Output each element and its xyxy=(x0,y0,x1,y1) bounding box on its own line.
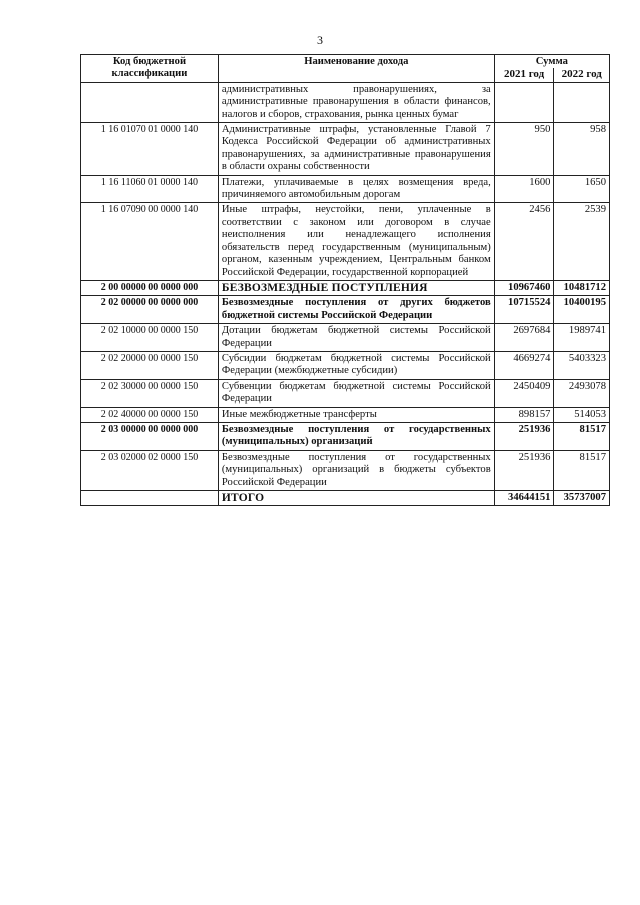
table-row xyxy=(81,82,610,122)
row-value-2022: 514053 xyxy=(554,407,610,422)
table-row xyxy=(81,324,610,352)
row-value-2022: 958 xyxy=(554,123,610,176)
header-code: Код бюджетной классификации xyxy=(81,55,219,83)
row-value-2022: 35737007 xyxy=(554,491,610,506)
header-year-2022: 2022 год xyxy=(554,68,610,82)
row-value-2021: 898157 xyxy=(494,407,554,422)
table-row xyxy=(81,203,610,280)
table-row xyxy=(81,175,610,203)
row-code: 2 02 40000 00 0000 150 xyxy=(81,407,219,422)
row-name: Безвозмездные поступления от государственных (муниципальных) организаций в бюджеты субъектов Российской Федерации xyxy=(218,450,494,490)
row-name: Субсидии бюджетам бюджетной системы Российской Федерации (межбюджетные субсидии) xyxy=(218,351,494,379)
row-code: 2 02 30000 00 0000 150 xyxy=(81,379,219,407)
row-value-2021: 2450409 xyxy=(494,379,554,407)
row-name: ИТОГО xyxy=(218,491,494,506)
row-name: Субвенции бюджетам бюджетной системы Российской Федерации xyxy=(218,379,494,407)
row-value-2022: 2539 xyxy=(554,203,610,280)
row-value-2021: 2697684 xyxy=(494,324,554,352)
row-name: Иные межбюджетные трансферты xyxy=(218,407,494,422)
row-code: 1 16 07090 00 0000 140 xyxy=(81,203,219,280)
row-name: Иные штрафы, неустойки, пени, уплаченные в соответствии с законом или договором в случае неисполнения или ненадлежащего исполнения обязательств перед государственным (муниципальным) органом, казенным учреждением, Центральным банком Российской Федерации, государственной корпорацией xyxy=(218,203,494,280)
row-value-2021: 10715524 xyxy=(494,296,554,324)
row-value-2021: 34644151 xyxy=(494,491,554,506)
page-number: 3 xyxy=(317,33,323,47)
table-body xyxy=(81,82,610,506)
row-value-2021: 4669274 xyxy=(494,351,554,379)
row-code: 1 16 11060 01 0000 140 xyxy=(81,175,219,203)
row-value-2022: 1989741 xyxy=(554,324,610,352)
row-name: БЕЗВОЗМЕЗДНЫЕ ПОСТУПЛЕНИЯ xyxy=(218,280,494,295)
row-value-2021 xyxy=(494,82,554,122)
row-value-2021: 251936 xyxy=(494,450,554,490)
row-name: Административные штрафы, установленные Главой 7 Кодекса Российской Федерации об административных правонарушениях, за административные правонарушения в области охраны собственности xyxy=(218,123,494,176)
row-code: 2 03 02000 02 0000 150 xyxy=(81,450,219,490)
row-code: 2 02 00000 00 0000 000 xyxy=(81,296,219,324)
table-row xyxy=(81,123,610,176)
table-row xyxy=(81,296,610,324)
row-value-2022: 5403323 xyxy=(554,351,610,379)
table-row xyxy=(81,491,610,506)
row-value-2022: 1650 xyxy=(554,175,610,203)
row-value-2021: 950 xyxy=(494,123,554,176)
row-value-2021: 1600 xyxy=(494,175,554,203)
row-code: 2 02 10000 00 0000 150 xyxy=(81,324,219,352)
table-row xyxy=(81,280,610,295)
row-value-2021: 2456 xyxy=(494,203,554,280)
row-code: 1 16 01070 01 0000 140 xyxy=(81,123,219,176)
table-row xyxy=(81,422,610,450)
table-row xyxy=(81,407,610,422)
row-name: Дотации бюджетам бюджетной системы Российской Федерации xyxy=(218,324,494,352)
header-sum: Сумма xyxy=(494,55,609,69)
row-value-2022: 2493078 xyxy=(554,379,610,407)
row-code: 2 03 00000 00 0000 000 xyxy=(81,422,219,450)
row-name: Платежи, уплачиваемые в целях возмещения вреда, причиняемого автомобильным дорогам xyxy=(218,175,494,203)
header-name: Наименование дохода xyxy=(218,55,494,83)
row-code: 2 02 20000 00 0000 150 xyxy=(81,351,219,379)
row-value-2021: 251936 xyxy=(494,422,554,450)
table-row xyxy=(81,379,610,407)
table-row xyxy=(81,450,610,490)
row-value-2022: 10481712 xyxy=(554,280,610,295)
row-value-2021: 10967460 xyxy=(494,280,554,295)
header-year-2021: 2021 год xyxy=(494,68,554,82)
revenue-table xyxy=(80,54,610,506)
row-value-2022 xyxy=(554,82,610,122)
row-name: административных правонарушениях, за административные правонарушения в области финансов, налогов и сборов, страхования, рынка ценных бумаг xyxy=(218,82,494,122)
row-code xyxy=(81,491,219,506)
row-value-2022: 10400195 xyxy=(554,296,610,324)
row-code: 2 00 00000 00 0000 000 xyxy=(81,280,219,295)
table-row xyxy=(81,351,610,379)
row-name: Безвозмездные поступления от других бюджетов бюджетной системы Российской Федерации xyxy=(218,296,494,324)
row-value-2022: 81517 xyxy=(554,422,610,450)
row-code xyxy=(81,82,219,122)
row-name: Безвозмездные поступления от государственных (муниципальных) организаций xyxy=(218,422,494,450)
row-value-2022: 81517 xyxy=(554,450,610,490)
